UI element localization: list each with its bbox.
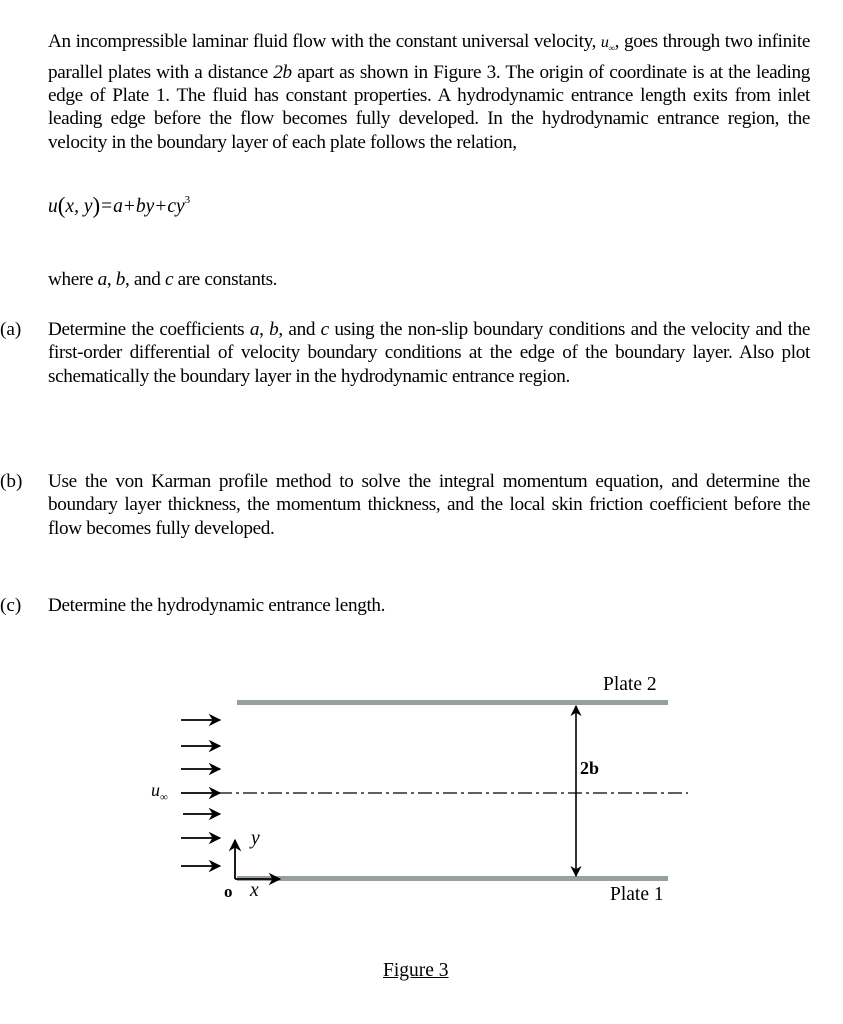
intro-text-2: , goes through two infinite parallel plates with a distance xyxy=(48,31,810,83)
plate-1 xyxy=(237,876,668,881)
qa-text-4: using the non-slip boundary conditions and the velocity and the first-order differential of velocity boundary conditions at the edge of the boundary layer. Also plot schematically the boundary layer in the hydrodynamic entrance region. xyxy=(48,319,810,387)
qa-symbol-c: c xyxy=(320,319,329,340)
plate-1-label: Plate 1 xyxy=(610,884,664,905)
plate-2-label: Plate 2 xyxy=(603,674,657,695)
symbol-b: b xyxy=(115,269,125,290)
x-axis-label: x xyxy=(250,880,259,901)
where-text-3: , and xyxy=(124,269,165,290)
intro-text-1: An incompressible laminar fluid flow with the constant universal velocity, xyxy=(48,31,601,52)
eq-args: x, y xyxy=(65,196,93,217)
question-c-label: (c) xyxy=(0,595,22,616)
qa-text-2: , xyxy=(259,319,270,340)
eq-u: u xyxy=(48,196,58,217)
eq-plus-1: + xyxy=(123,196,135,217)
qa-symbol-b: b xyxy=(269,319,279,340)
infinity-subscript: ∞ xyxy=(160,791,168,804)
qa-text-3: , and xyxy=(278,319,321,340)
gap-symbol: 2b xyxy=(273,61,292,83)
gap-label: 2b xyxy=(580,758,600,778)
origin-label: o xyxy=(224,882,233,901)
where-text-2: , xyxy=(106,269,116,290)
qa-text-1: Determine the coefficients xyxy=(48,319,250,340)
eq-plus-2: + xyxy=(155,196,167,217)
plate-2 xyxy=(237,700,668,705)
question-c-text: Determine the hydrodynamic entrance length. xyxy=(48,595,386,616)
inlet-velocity-label xyxy=(151,780,168,804)
intro-text-3: apart as shown in Figure 3. The origin of coordinate is at the leading edge of Plate 1. The fluid has constant properties. A hydrodynamic entrance length exits from inlet leading edge before the flow becomes fully developed. In the hydrodynamic entrance region, the velocity in the boundary layer of each plate follows the relation, xyxy=(48,61,810,153)
eq-exponent: 3 xyxy=(184,194,191,206)
eq-paren-open: ( xyxy=(57,193,66,218)
u-infinity-symbol: $u_\infty$ xyxy=(600,34,615,54)
eq-term-cy: cy xyxy=(167,196,185,217)
eq-paren-close: ) xyxy=(92,193,101,218)
u-symbol: u xyxy=(151,780,160,800)
question-b-text: Use the von Karman profile method to solve the integral momentum equation, and determine the boundary layer thickness, the momentum thickness, and the local skin friction coefficient before the flow becomes fully developed. xyxy=(48,471,810,539)
where-text-4: are constants. xyxy=(173,269,278,290)
symbol-a: a xyxy=(97,269,107,290)
eq-equals: = xyxy=(101,196,113,217)
y-axis-label: y xyxy=(251,828,260,849)
figure-caption: Figure 3 xyxy=(383,960,449,981)
where-text-1: where xyxy=(48,269,98,290)
qa-symbol-a: a xyxy=(249,319,260,340)
eq-term-a: a xyxy=(113,196,123,217)
eq-term-by: by xyxy=(135,196,155,217)
symbol-c: c xyxy=(164,269,174,290)
question-a-label: (a) xyxy=(0,319,22,340)
inlet-velocity-arrows xyxy=(181,720,220,866)
question-b-label: (b) xyxy=(0,471,23,492)
